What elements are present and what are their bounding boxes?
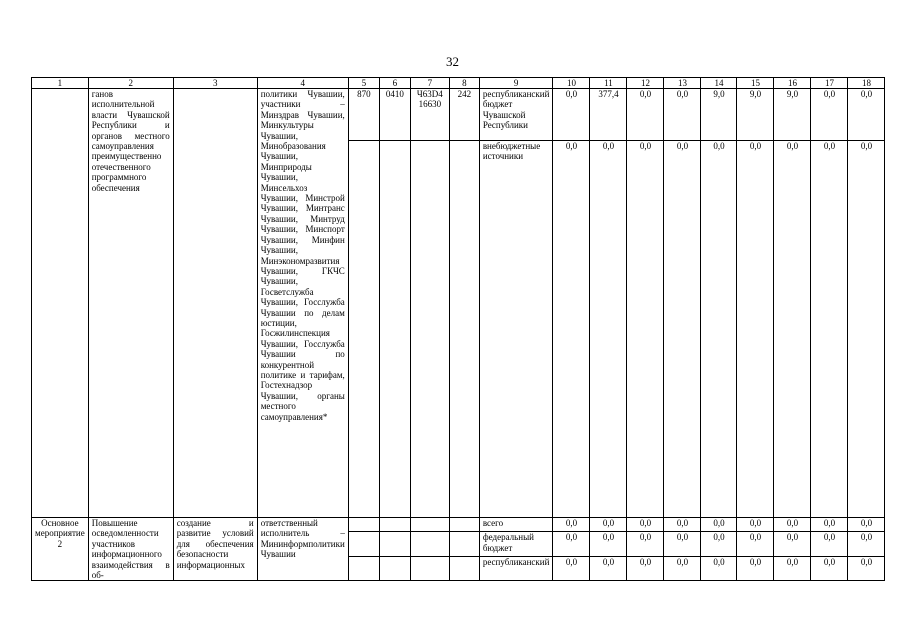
rzpr-cell <box>379 518 410 532</box>
cont-grbs: 870 <box>348 89 379 141</box>
header-cell: 5 <box>348 78 379 89</box>
value-cell: 0,0 <box>701 532 737 556</box>
value-cell: 0,0 <box>553 556 590 581</box>
event-executors: ответственный исполнитель – Мининформполитики Чувашии <box>257 518 348 581</box>
page-number: 32 <box>446 54 459 69</box>
value-cell: 0,0 <box>627 556 664 581</box>
header-cell: 1 <box>32 78 89 89</box>
value-cell: 9,0 <box>737 89 774 141</box>
value-cell: 377,4 <box>590 89 627 141</box>
cont-col3 <box>173 89 257 518</box>
value-cell: 0,0 <box>701 141 737 518</box>
rzpr-cell <box>379 532 410 556</box>
cont-rzpr: 0410 <box>379 89 410 141</box>
vr-cell <box>449 532 479 556</box>
funding-source: федеральный бюджет <box>479 532 553 556</box>
value-cell: 0,0 <box>553 89 590 141</box>
funding-source: внебюджетные источники <box>479 141 553 518</box>
header-row <box>32 78 885 89</box>
value-cell: 0,0 <box>553 518 590 532</box>
value-cell: 0,0 <box>774 518 811 532</box>
value-cell: 0,0 <box>627 518 664 532</box>
value-cell: 0,0 <box>774 556 811 581</box>
grbs-cell <box>348 532 379 556</box>
cont-csr: Ч63D4 16630 <box>410 89 449 141</box>
header-cell: 9 <box>479 78 553 89</box>
header-cell: 15 <box>737 78 774 89</box>
value-cell: 0,0 <box>664 89 701 141</box>
value-cell: 0,0 <box>811 556 848 581</box>
value-cell: 0,0 <box>774 141 811 518</box>
value-cell: 0,0 <box>848 141 885 518</box>
vr-cell <box>449 556 479 581</box>
budget-table <box>31 77 885 581</box>
value-cell: 0,0 <box>737 532 774 556</box>
value-cell: 0,0 <box>664 141 701 518</box>
table-row <box>32 89 885 141</box>
rzpr-cell <box>379 556 410 581</box>
value-cell: 0,0 <box>627 141 664 518</box>
header-cell: 2 <box>88 78 173 89</box>
table-row <box>32 518 885 532</box>
header-cell: 14 <box>701 78 737 89</box>
value-cell: 0,0 <box>590 518 627 532</box>
csr-cell <box>410 532 449 556</box>
header-cell: 4 <box>257 78 348 89</box>
funding-source: всего <box>479 518 553 532</box>
cont-executors: политики Чувашии, участники – Минздрав Чувашии, Минкультуры Чувашии, Минобразования Чувашии, Минприроды Чувашии, Минсельхоз Чувашии, Минстрой Чувашии, Минтранс Чувашии, Минтруд Чувашии, Минспорт Чувашии, Минфин Чувашии, Минэкономразвития Чувашии, ГКЧС Чувашии, Госветслужба Чувашии, Госслужба Чувашии по делам юстиции, Госжилинспекция Чувашии, Госслужба Чувашии по конкурентной политике и тарифам, Гостехнадзор Чувашии, органы местного самоуправления* <box>257 89 348 518</box>
cont-col1 <box>32 89 89 518</box>
value-cell: 0,0 <box>774 532 811 556</box>
value-cell: 0,0 <box>627 89 664 141</box>
event-title: Основное мероприятие 2 <box>32 518 89 581</box>
value-cell: 0,0 <box>553 532 590 556</box>
value-cell: 0,0 <box>553 141 590 518</box>
header-cell: 10 <box>553 78 590 89</box>
header-cell: 12 <box>627 78 664 89</box>
value-cell: 0,0 <box>811 518 848 532</box>
cont-rzpr-empty <box>379 141 410 518</box>
value-cell: 0,0 <box>664 518 701 532</box>
funding-source: республиканский бюджет Чувашской Республики <box>479 89 553 141</box>
csr-cell <box>410 556 449 581</box>
csr-cell <box>410 518 449 532</box>
header-cell: 11 <box>590 78 627 89</box>
event-goal: создание и развитие условий для обеспечения безопасности информационных <box>173 518 257 581</box>
value-cell: 0,0 <box>590 556 627 581</box>
value-cell: 0,0 <box>701 518 737 532</box>
header-cell: 17 <box>811 78 848 89</box>
grbs-cell <box>348 556 379 581</box>
cont-grbs-empty <box>348 141 379 518</box>
value-cell: 0,0 <box>737 141 774 518</box>
value-cell: 0,0 <box>664 532 701 556</box>
value-cell: 0,0 <box>701 556 737 581</box>
funding-source: республиканский <box>479 556 553 581</box>
value-cell: 0,0 <box>848 556 885 581</box>
grbs-cell <box>348 518 379 532</box>
vr-cell <box>449 518 479 532</box>
header-cell: 7 <box>410 78 449 89</box>
value-cell: 9,0 <box>701 89 737 141</box>
value-cell: 0,0 <box>848 532 885 556</box>
value-cell: 0,0 <box>627 532 664 556</box>
event-description: Повышение осведомленности участников информационного взаимодействия в об- <box>88 518 173 581</box>
cont-description: ганов исполнительной власти Чувашской Республики и органов местного самоуправления преимущественно отечественного программного обеспечения <box>88 89 173 518</box>
header-cell: 8 <box>449 78 479 89</box>
value-cell: 0,0 <box>848 518 885 532</box>
value-cell: 0,0 <box>664 556 701 581</box>
value-cell: 0,0 <box>811 141 848 518</box>
header-cell: 13 <box>664 78 701 89</box>
value-cell: 0,0 <box>737 518 774 532</box>
value-cell: 0,0 <box>737 556 774 581</box>
header-cell: 18 <box>848 78 885 89</box>
header-cell: 6 <box>379 78 410 89</box>
value-cell: 9,0 <box>774 89 811 141</box>
value-cell: 0,0 <box>848 89 885 141</box>
value-cell: 0,0 <box>590 532 627 556</box>
header-cell: 16 <box>774 78 811 89</box>
header-cell: 3 <box>173 78 257 89</box>
cont-csr-empty <box>410 141 449 518</box>
value-cell: 0,0 <box>811 89 848 141</box>
value-cell: 0,0 <box>590 141 627 518</box>
cont-vr: 242 <box>449 89 479 141</box>
cont-vr-empty <box>449 141 479 518</box>
value-cell: 0,0 <box>811 532 848 556</box>
